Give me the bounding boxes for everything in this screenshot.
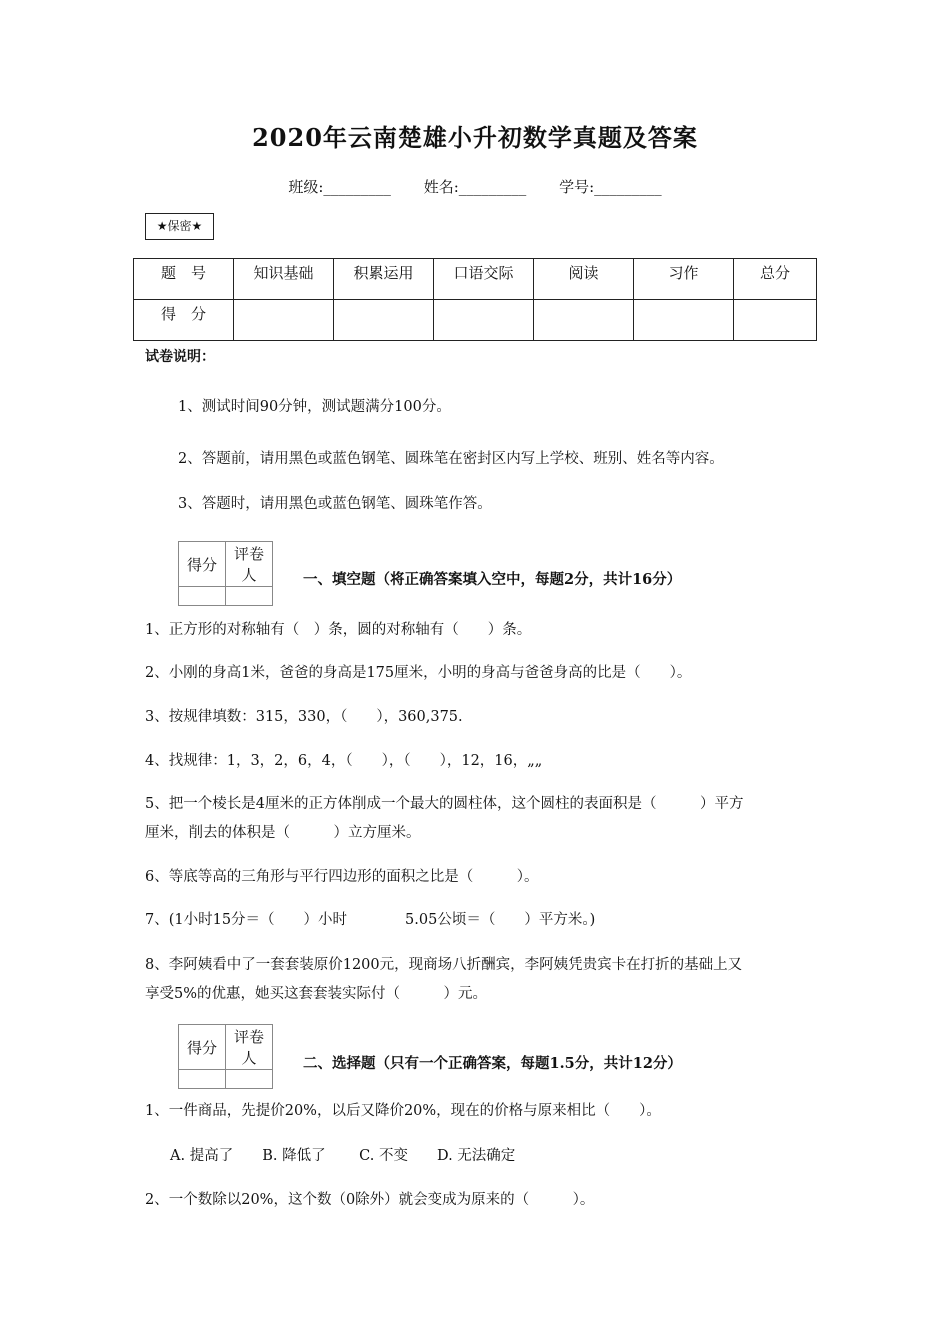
student-info (0, 176, 950, 197)
score-table-header: 总分 (734, 259, 817, 300)
student-id-field[interactable]: 学号:_________ (559, 178, 662, 196)
score-row-label: 得 分 (134, 300, 234, 341)
question: 1、正方形的对称轴有（ ）条，圆的对称轴有（ ）条。 (145, 622, 532, 638)
grader-box-grader-label: 评卷人 (226, 1025, 273, 1070)
score-cell[interactable] (434, 300, 534, 341)
instruction-item: 2、答题前，请用黑色或蓝色钢笔、圆珠笔在密封区内写上学校、班别、姓名等内容。 (178, 451, 724, 467)
answer-options: A. 提高了 B. 降低了 C. 不变 D. 无法确定 (170, 1148, 516, 1164)
score-table (133, 258, 817, 341)
question: 6、等底等高的三角形与平行四边形的面积之比是（ ）。 (145, 869, 539, 885)
question: 5、把一个棱长是4厘米的正方体削成一个最大的圆柱体，这个圆柱的表面积是（ ）平方 (145, 796, 744, 812)
question: 1、一件商品，先提价20%，以后又降价20%，现在的价格与原来相比（ ）。 (145, 1103, 661, 1119)
question-continued: 厘米，削去的体积是（ ）立方厘米。 (145, 825, 421, 841)
instructions-heading: 试卷说明： (145, 349, 215, 365)
score-table-header-row (134, 259, 817, 300)
instruction-item: 3、答题时，请用黑色或蓝色钢笔、圆珠笔作答。 (178, 496, 492, 512)
secret-label: ★保密★ (145, 213, 214, 240)
grader-box-score-cell[interactable] (179, 587, 226, 606)
name-field[interactable]: 姓名:_________ (423, 178, 527, 196)
grader-box-score-cell[interactable] (179, 1070, 226, 1089)
question: 7、(1小时15分＝（ ）小时 5.05公顷＝（ ）平方米。) (145, 912, 596, 928)
section2-title: 二、选择题（只有一个正确答案，每题1.5分，共计12分） (303, 1055, 682, 1072)
question: 3、按规律填数：315，330，（ ），360,375. (145, 709, 463, 725)
instruction-item: 1、测试时间90分钟，测试题满分100分。 (178, 399, 451, 415)
score-cell[interactable] (334, 300, 434, 341)
grader-box (178, 541, 273, 606)
score-table-header: 积累运用 (334, 259, 434, 300)
grader-box (178, 1024, 273, 1089)
grader-box-grader-cell[interactable] (226, 587, 273, 606)
grader-box-score-label: 得分 (179, 1025, 226, 1070)
question-continued: 享受5%的优惠，她买这套套装实际付（ ）元。 (145, 986, 488, 1002)
grader-box-grader-label: 评卷人 (226, 542, 273, 587)
score-table-header: 习作 (634, 259, 734, 300)
score-table-header: 阅读 (534, 259, 634, 300)
score-table-header: 口语交际 (434, 259, 534, 300)
score-table-header: 知识基础 (234, 259, 334, 300)
question: 2、一个数除以20%，这个数（0除外）就会变成为原来的（ ）。 (145, 1192, 595, 1208)
score-cell[interactable] (534, 300, 634, 341)
score-table-header: 题 号 (134, 259, 234, 300)
class-field[interactable]: 班级:_________ (288, 178, 391, 196)
question: 2、小刚的身高1米，爸爸的身高是175厘米，小明的身高与爸爸身高的比是（ ）。 (145, 665, 692, 681)
page-title: 2020年云南楚雄小升初数学真题及答案 (252, 123, 698, 152)
question: 8、李阿姨看中了一套套装原价1200元，现商场八折酬宾，李阿姨凭贵宾卡在打折的基础上又 (145, 957, 743, 973)
section1-title: 一、填空题（将正确答案填入空中，每题2分，共计16分） (303, 571, 682, 588)
score-table-row (134, 300, 817, 341)
score-cell[interactable] (734, 300, 817, 341)
score-cell[interactable] (634, 300, 734, 341)
question: 4、找规律：1，3，2，6，4，（ ），（ ），12，16，„„ (145, 753, 543, 769)
grader-box-grader-cell[interactable] (226, 1070, 273, 1089)
grader-box-score-label: 得分 (179, 542, 226, 587)
score-cell[interactable] (234, 300, 334, 341)
